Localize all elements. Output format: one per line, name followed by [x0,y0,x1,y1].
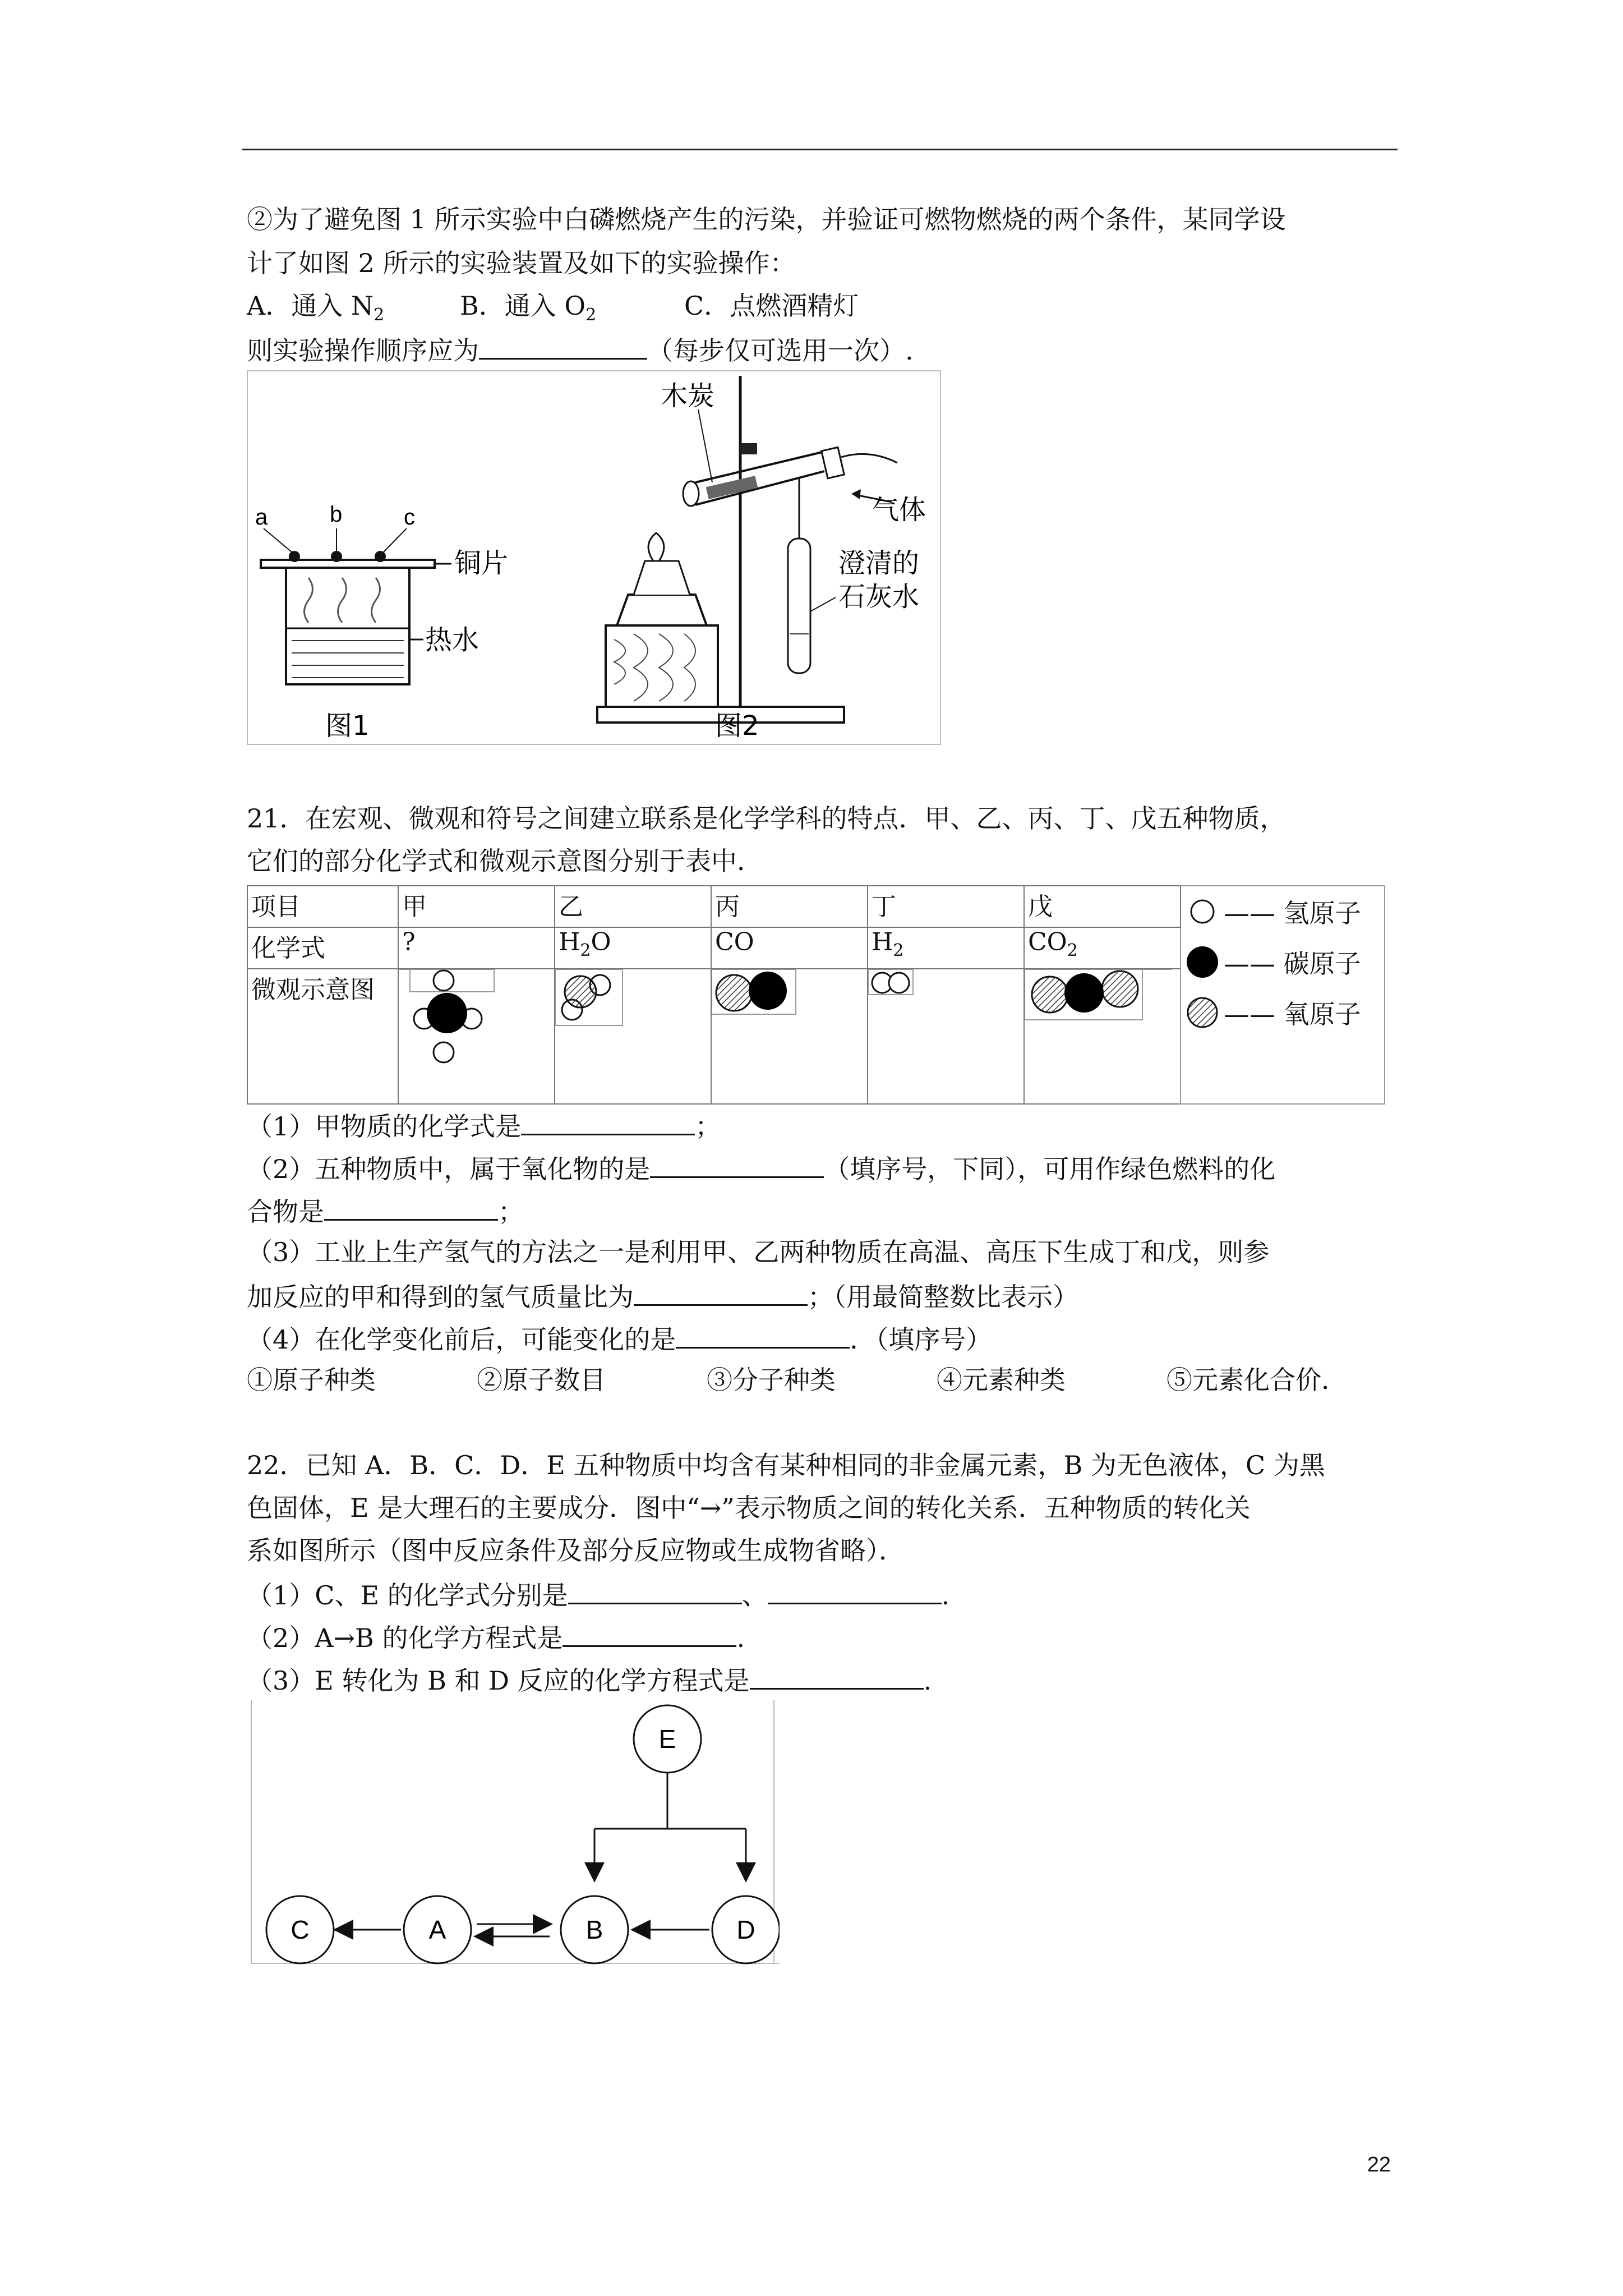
formula-yi: $H_2O$ [555,927,711,969]
figure1-caption: 图1 [325,710,370,742]
node-c [266,1896,334,1963]
formula-ding: $H_2$ [868,927,1024,969]
copper-plate-label: 铜片 [454,547,509,579]
q22-stem-line3: 系如图所示（图中反应条件及部分反应物或生成物省略）． [247,1535,905,1566]
svg-text:A: A [428,1915,446,1944]
legend-hydrogen: —— 氢原子 [1184,886,1381,937]
choice-2: ②原子数目 [477,1365,606,1395]
a-to-b-equation-blank[interactable] [562,1619,736,1647]
option-b: B．通入 $O_2$ [460,291,597,325]
hatched-circle-icon [1184,993,1224,1032]
choice-4: ④元素种类 [937,1365,1066,1395]
micro-wu [1024,969,1181,1104]
q21-sub4: （4）在化学变化前后，可能变化的是 ．（填序号） [247,1321,992,1356]
svg-text:D: D [736,1915,755,1944]
figure1-beaker [261,528,451,684]
co-molecule-icon [712,969,860,1097]
sample-a [289,551,300,562]
q21-sub3-line2: 加反应的甲和得到的氢气质量比为 ；（用最简整数比表示） [247,1278,1078,1313]
option-a: A．通入 $N_2$ [247,291,385,325]
col-wu: 戊 [1024,886,1181,927]
choice-1: ①原子种类 [247,1365,376,1395]
choice-5: ⑤元素化合价． [1166,1365,1347,1395]
svg-text:C: C [291,1915,310,1944]
q21-stem-line2: 它们的部分化学式和微观示意图分别于表中． [247,846,763,876]
node-e [634,1705,701,1773]
figure2-caption: 图2 [715,710,759,742]
h2-molecule-icon [868,969,1017,1097]
q20-options [247,289,859,332]
q21-choices [247,1364,1347,1396]
mass-ratio-blank[interactable] [634,1278,808,1306]
oxide-blank[interactable] [650,1151,824,1178]
micro-bing [711,969,868,1104]
methane-molecule-icon [399,969,547,1097]
q22-sub2: （2）A→B 的化学方程式是 . [247,1619,745,1654]
label-b: b [330,502,343,527]
q21-sub3-line1: （3）工业上生产氢气的方法之一是利用甲、乙两种物质在高温、高压下生成丁和戊，则参 [247,1237,1270,1267]
q22-stem-line2: 色固体，E 是大理石的主要成分．图中“→”表示物质之间的转化关系．五种物质的转化关 [247,1493,1251,1523]
charcoal-label: 木炭 [661,380,715,412]
choice-3: ③分子种类 [707,1365,836,1395]
micro-ding [868,969,1024,1104]
q21-sub2-line2: 合物是 ； [247,1193,524,1228]
header-item: 项目 [247,886,398,927]
header-formula: 化学式 [247,927,398,969]
node-d [712,1896,780,1963]
e-formula-blank[interactable] [768,1577,942,1604]
header-rule [242,149,1398,150]
substance-table [247,885,1385,1105]
node-b [561,1896,628,1963]
col-jia: 甲 [398,886,555,927]
green-fuel-blank[interactable] [324,1193,498,1221]
limewater-label-2: 石灰水 [838,581,920,613]
col-bing: 丙 [711,886,868,927]
q20-order-line: 则实验操作顺序应为 （每步仅可选用一次）. [247,332,914,367]
limewater-label-1: 澄清的 [838,547,920,579]
legend-carbon: —— 碳原子 [1184,937,1381,987]
sample-b [331,551,342,562]
q20-intro-line2: 计了如图 2 所示的实验装置及如下的实验操作： [247,248,796,278]
option-c: C．点燃酒精灯 [684,291,859,321]
q21-sub2-line1: （2）五种物质中，属于氧化物的是 （填序号，下同），可用作绿色燃料的化 [247,1151,1275,1185]
col-ding: 丁 [868,886,1024,927]
q21-stem-line1: 21．在宏观、微观和符号之间建立联系是化学学科的特点．甲、乙、丙、丁、戊五种物质， [247,803,1286,834]
header-micro: 微观示意图 [247,969,398,1104]
node-a [404,1896,471,1963]
formula-jia-blank[interactable] [521,1108,695,1135]
formula-bing: CO [711,927,868,969]
label-a: a [255,505,268,530]
conversion-diagram [247,1700,780,1969]
change-blank[interactable] [676,1321,850,1349]
formula-jia: ? [398,927,555,969]
svg-text:E: E [658,1724,676,1754]
legend-oxygen: —— 氧原子 [1184,987,1381,1038]
micro-yi [555,969,711,1104]
formula-wu: $CO_2$ [1024,927,1181,969]
svg-text:B: B [585,1915,603,1944]
label-c: c [404,505,415,530]
order-blank[interactable] [479,332,647,360]
q20-intro-line1: ②为了避免图 1 所示实验中白磷燃烧产生的污染，并验证可燃物燃烧的两个条件，某同学设 [247,204,1286,234]
hot-water-label: 热水 [425,624,479,656]
q22-stem-line1: 22．已知 A．B．C．D．E 五种物质中均含有某种相同的非金属元素，B 为无色液体，C 为黑 [247,1450,1325,1480]
co2-molecule-icon [1025,969,1173,1097]
gas-label: 气体 [872,494,926,526]
e-reaction-equation-blank[interactable] [750,1662,924,1690]
q21-sub1: （1）甲物质的化学式是 ； [247,1108,721,1143]
micro-jia [398,969,555,1104]
sample-c [375,551,386,562]
q22-sub1: （1）C、E 的化学式分别是 、 . [247,1577,949,1612]
q22-sub3: （3）E 转化为 B 和 D 反应的化学方程式是 . [247,1662,932,1697]
c-formula-blank[interactable] [568,1577,742,1604]
black-circle-icon [1184,942,1224,982]
legend-cell [1181,886,1385,1104]
page-number: 22 [1367,2153,1391,2177]
white-circle-icon [1184,892,1224,931]
q20-figures [247,370,942,746]
water-molecule-icon [555,969,704,1097]
col-yi: 乙 [555,886,711,927]
